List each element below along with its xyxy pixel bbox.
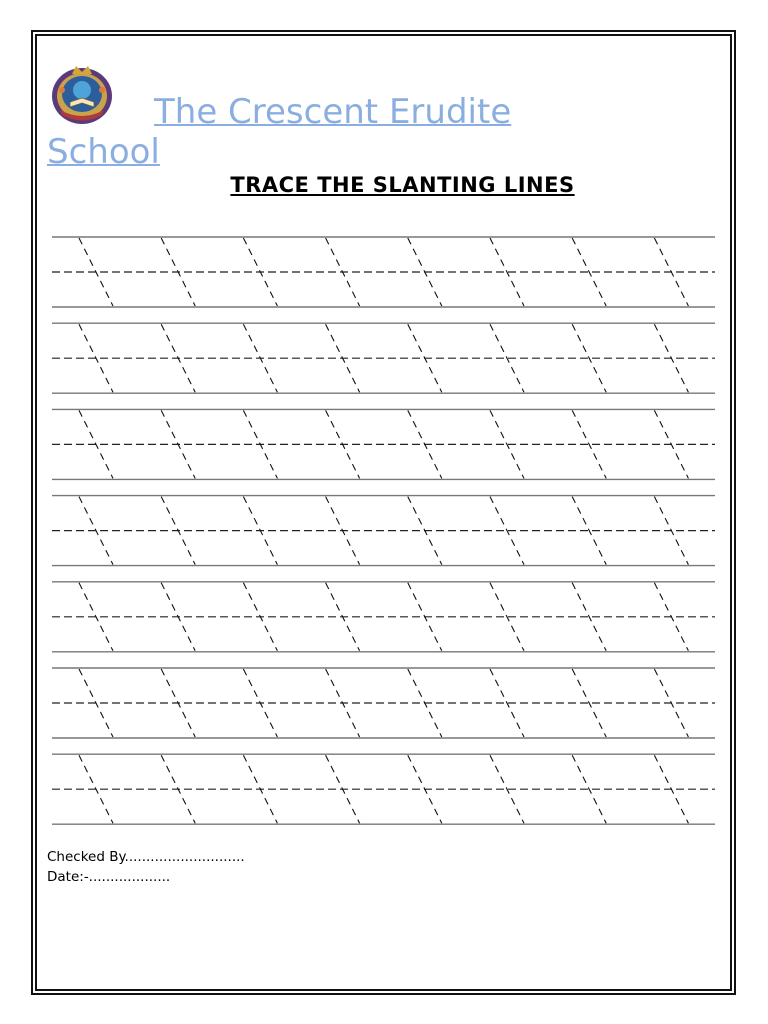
slanting-trace-stroke <box>572 238 606 306</box>
slanting-trace-stroke <box>572 669 606 737</box>
slanting-trace-stroke <box>572 410 606 478</box>
slanting-trace-stroke <box>572 755 606 823</box>
slanting-trace-stroke <box>572 497 606 565</box>
slanting-trace-stroke <box>490 497 524 565</box>
slanting-trace-stroke <box>490 583 524 651</box>
slanting-trace-stroke <box>490 755 524 823</box>
checked-by-line: Checked By............................ <box>47 849 245 865</box>
worksheet-title: TRACE THE SLANTING LINES <box>230 173 575 197</box>
slanting-trace-stroke <box>490 669 524 737</box>
slanting-trace-stroke <box>572 583 606 651</box>
slanting-trace-stroke <box>490 324 524 392</box>
slanting-trace-stroke <box>490 238 524 306</box>
date-line: Date:-................... <box>47 869 171 885</box>
slanting-trace-stroke <box>572 324 606 392</box>
slanting-trace-stroke <box>490 410 524 478</box>
school-name-line2: School <box>47 132 160 172</box>
school-name-line1: The Crescent Erudite <box>154 92 512 132</box>
